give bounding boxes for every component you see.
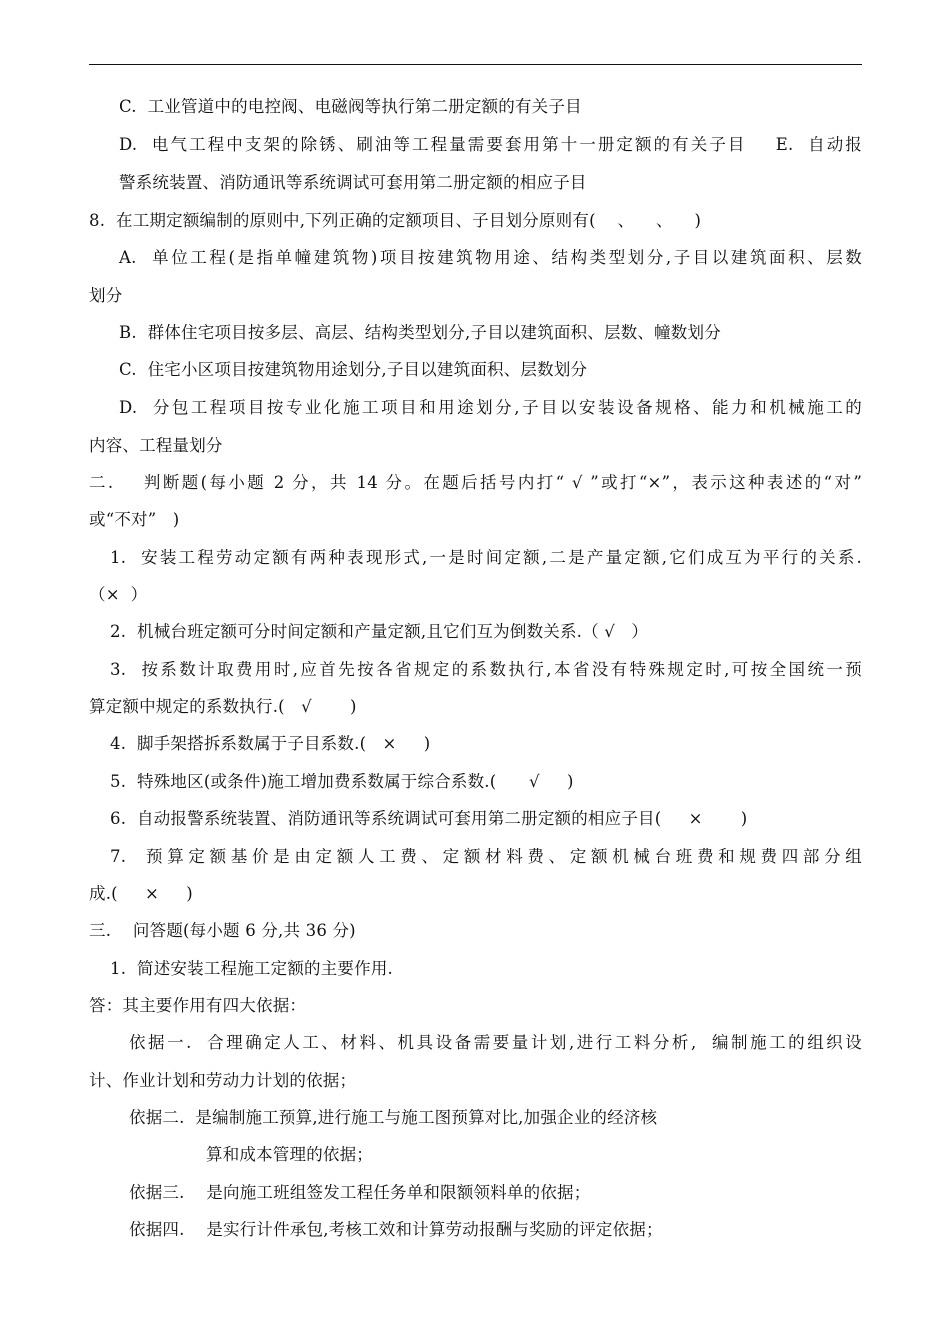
option-8a-line2: 划分: [89, 286, 123, 305]
option-7d-line1: D. 电气工程中支架的除锈、刷油等工程量需要套用第十一册定额的有关子目 E. 自动报: [119, 135, 862, 154]
judgment-5: 5. 特殊地区(或条件)施工增加费系数属于综合系数.( √ ): [110, 772, 574, 791]
judgment-7-line1: 7. 预算定额基价是由定额人工费、定额材料费、定额机械台班费和规费四部分组: [110, 847, 862, 866]
basis-3: 依据三. 是向施工班组签发工程任务单和限额领料单的依据；: [129, 1183, 591, 1202]
question-8: 8. 在工期定额编制的原则中,下列正确的定额项目、子目划分原则有( 、 、 ): [89, 211, 702, 230]
option-8d-line1: D. 分包工程项目按专业化施工项目和用途划分,子目以安装设备规格、能力和机械施工的: [119, 398, 862, 417]
section-3-heading: 三. 问答题(每小题 6 分,共 36 分): [89, 921, 356, 940]
basis-2-line2: 算和成本管理的依据；: [206, 1145, 373, 1164]
judgment-6: 6. 自动报警系统装置、消防通讯等系统调试可套用第二册定额的相应子目( × ): [110, 809, 748, 828]
option-7c: C. 工业管道中的电控阀、电磁阀等执行第二册定额的有关子目: [119, 97, 582, 116]
judgment-7-line2: 成.( × ): [89, 884, 193, 903]
basis-1-line1: 依据一. 合理确定人工、材料、机具设备需要量计划,进行工料分析, 编制施工的组织设: [129, 1033, 862, 1052]
basis-4: 依据四. 是实行计件承包,考核工效和计算劳动报酬与奖励的评定依据；: [129, 1220, 663, 1239]
header-rule: [89, 64, 862, 65]
section-2-heading-line2: 或“不对” ): [89, 510, 180, 529]
section-2-heading-line1: 二. 判断题(每小题 2 分，共 14 分。在题后括号内打“ √ ”或打“×”，表示这种表述的“对”: [89, 473, 862, 492]
option-8d-line2: 内容、工程量划分: [89, 436, 223, 455]
option-8a-line1: A. 单位工程(是指单幢建筑物)项目按建筑物用途、结构类型划分,子目以建筑面积、层数: [119, 248, 862, 267]
option-8c: C. 住宅小区项目按建筑物用途划分,子目以建筑面积、层数划分: [119, 360, 588, 379]
judgment-2: 2. 机械台班定额可分时间定额和产量定额,且它们互为倒数关系.（ √ ）: [110, 622, 649, 641]
option-8b: B. 群体住宅项目按多层、高层、结构类型划分,子目以建筑面积、层数、幢数划分: [119, 323, 721, 342]
judgment-3-line2: 算定额中规定的系数执行.( √ ): [89, 697, 357, 716]
judgment-1-line2: （× ）: [89, 585, 148, 604]
judgment-4: 4. 脚手架搭拆系数属于子目系数.( × ): [110, 734, 431, 753]
judgment-1-line1: 1. 安装工程劳动定额有两种表现形式,一是时间定额,二是产量定额,它们成互为平行的关系.: [110, 548, 862, 567]
basis-2-line1: 依据二. 是编制施工预算,进行施工与施工图预算对比,加强企业的经济核: [129, 1108, 658, 1127]
qa-1-question: 1. 简述安装工程施工定额的主要作用.: [110, 959, 393, 978]
qa-1-answer-intro: 答：其主要作用有四大依据：: [89, 996, 307, 1015]
option-7e-line2: 警系统装置、消防通讯等系统调试可套用第二册定额的相应子目: [119, 173, 587, 192]
basis-1-line2: 计、作业计划和劳动力计划的依据；: [89, 1071, 357, 1090]
judgment-3-line1: 3. 按系数计取费用时,应首先按各省规定的系数执行,本省没有特殊规定时,可按全国统一预: [110, 660, 862, 679]
